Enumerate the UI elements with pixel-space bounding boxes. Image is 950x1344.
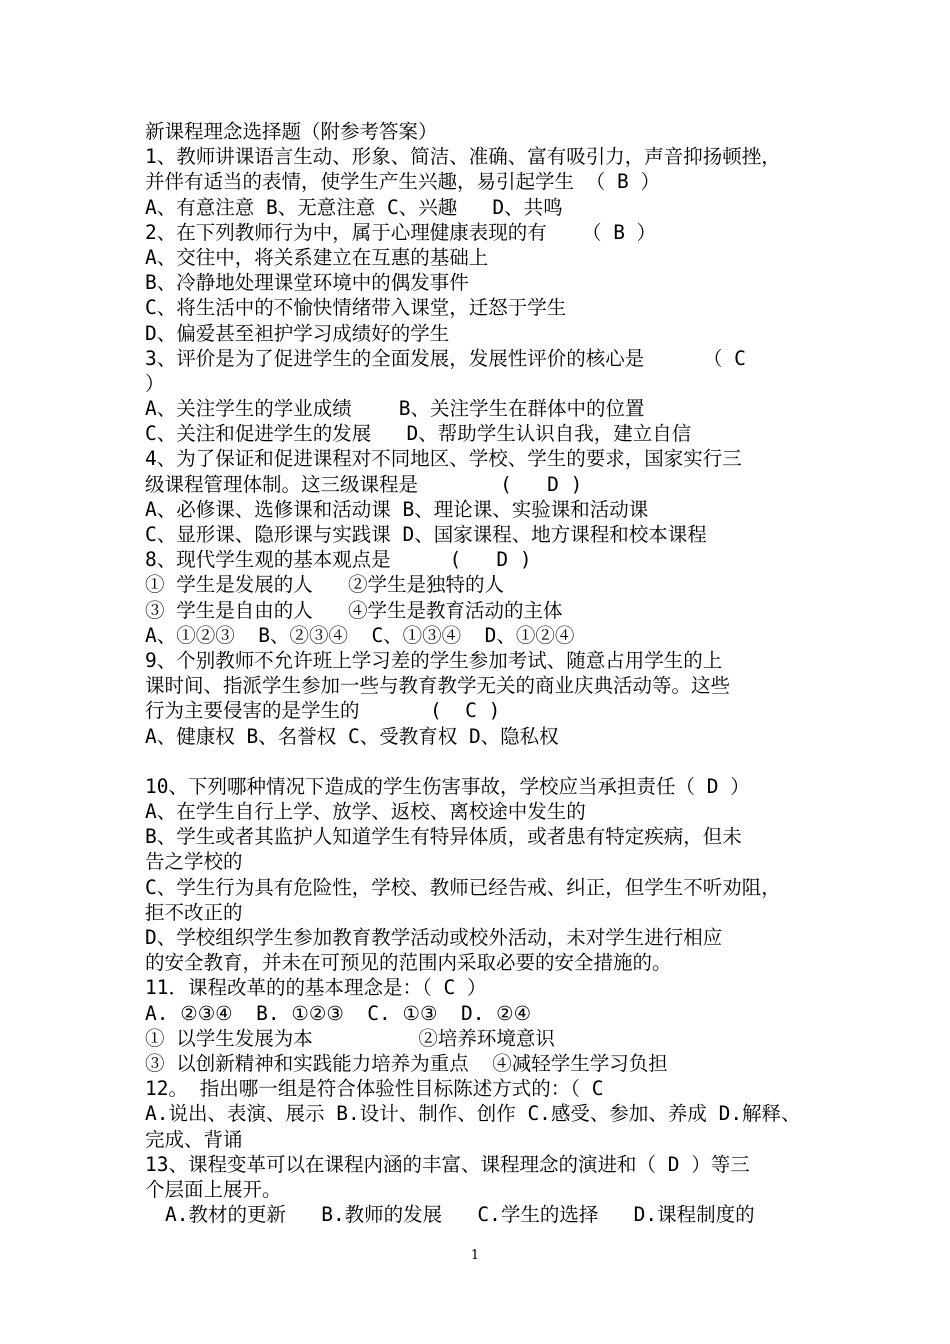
document-body	[145, 119, 813, 1227]
text-line: 个层面上展开。	[145, 1177, 282, 1201]
text-line: 行为主要侵害的是学生的 ( C )	[145, 699, 501, 723]
text-line: D、学校组织学生参加教育教学活动或校外活动，未对学生进行相应	[145, 926, 723, 949]
text-line: 的安全教育，并未在可预见的范围内采取必要的安全措施的。	[145, 951, 672, 975]
text-line: C、显形课、隐形课与实践课 D、国家课程、地方课程和校本课程	[145, 523, 707, 546]
text-line: 并伴有适当的表情，使学生产生兴趣，易引起学生 （ B ）	[145, 170, 660, 194]
question-13-options: A.教材的更新 B.教师的发展 C.学生的选择 D.课程制度的	[165, 1203, 755, 1227]
text-line: ）	[145, 371, 165, 395]
text-line: 告之学校的	[145, 850, 243, 874]
text-line: A、①②③ B、②③④ C、①③④ D、①②④	[145, 623, 575, 647]
text-line: A、必修课、选修课和活动课 B、理论课、实验课和活动课	[145, 497, 649, 521]
text-line: A、健康权 B、名誉权 C、受教育权 D、隐私权	[145, 724, 559, 748]
text-line: 级课程管理体制。这三级课程是 ( D )	[145, 472, 583, 496]
text-line: ① 学生是发展的人 ②学生是独特的人	[145, 573, 504, 597]
text-line: 课时间、指派学生参加一些与教育教学无关的商业庆典活动等。这些	[145, 674, 731, 698]
text-line	[145, 749, 813, 774]
text-line: ③ 以创新精神和实践能力培养为重点 ④减轻学生学习负担	[145, 1051, 668, 1075]
question-lines	[145, 144, 813, 1202]
text-line: 8、现代学生观的基本观点是 ( D )	[145, 548, 532, 572]
text-line: 12。 指出哪一组是符合体验性目标陈述方式的：（ C	[145, 1077, 604, 1101]
text-line: A、关注学生的学业成绩 B、关注学生在群体中的位置	[145, 397, 645, 421]
text-line: B、冷静地处理课堂环境中的偶发事件	[145, 271, 469, 295]
document-title: 新课程理念选择题（附参考答案）	[145, 120, 438, 143]
text-line: 11．课程改革的的基本理念是：（ C ）	[145, 976, 487, 1000]
text-line: C、将生活中的不愉快情绪带入课堂，迁怒于学生	[145, 296, 567, 320]
text-line: 13、课程变革可以在课程内涵的丰富、课程理念的演进和（ D ）等三	[145, 1152, 750, 1176]
text-line: A、有意注意 B、无意注意 C、兴趣 D、共鸣	[145, 195, 563, 219]
text-line: A.说出、表演、展示 B.设计、制作、创作 C.感受、参加、养成 D.解释、	[145, 1102, 801, 1126]
text-line: 完成、背诵	[145, 1127, 243, 1151]
text-line: A、在学生自行上学、放学、返校、离校途中发生的	[145, 800, 586, 824]
text-line: D、偏爱甚至袒护学习成绩好的学生	[145, 321, 450, 345]
text-line: C、关注和促进学生的发展 D、帮助学生认识自我，建立自信	[145, 422, 692, 446]
text-line: ① 以学生发展为本 ②培养环境意识	[145, 1026, 555, 1050]
text-line: 拒不改正的	[145, 900, 243, 924]
text-line: ③ 学生是自由的人 ④学生是教育活动的主体	[145, 598, 563, 622]
text-line: 4、为了保证和促进课程对不同地区、学校、学生的要求，国家实行三	[145, 447, 742, 471]
text-line: 3、评价是为了促进学生的全面发展，发展性评价的核心是 （ C	[145, 346, 746, 370]
text-line: 9、个别教师不允许班上学习差的学生参加考试、随意占用学生的上	[145, 648, 723, 672]
text-line: A. ②③④ B. ①②③ C. ①③ D. ②④	[145, 1001, 532, 1025]
text-line: 1、教师讲课语言生动、形象、简洁、准确、富有吸引力，声音抑扬顿挫，	[145, 145, 781, 169]
text-line: A、交往中，将关系建立在互惠的基础上	[145, 245, 489, 269]
text-line: C、学生行为具有危险性，学校、教师已经告戒、纠正，但学生不听劝阻，	[145, 875, 781, 899]
page-number: 1	[470, 1248, 480, 1263]
text-line: 10、下列哪种情况下造成的学生伤害事故，学校应当承担责任（ D ）	[145, 774, 750, 798]
text-line: B、学生或者其监护人知道学生有特异体质，或者患有特定疾病，但未	[145, 825, 742, 849]
text-line: 2、在下列教师行为中，属于心理健康表现的有 （ B ）	[145, 220, 657, 244]
